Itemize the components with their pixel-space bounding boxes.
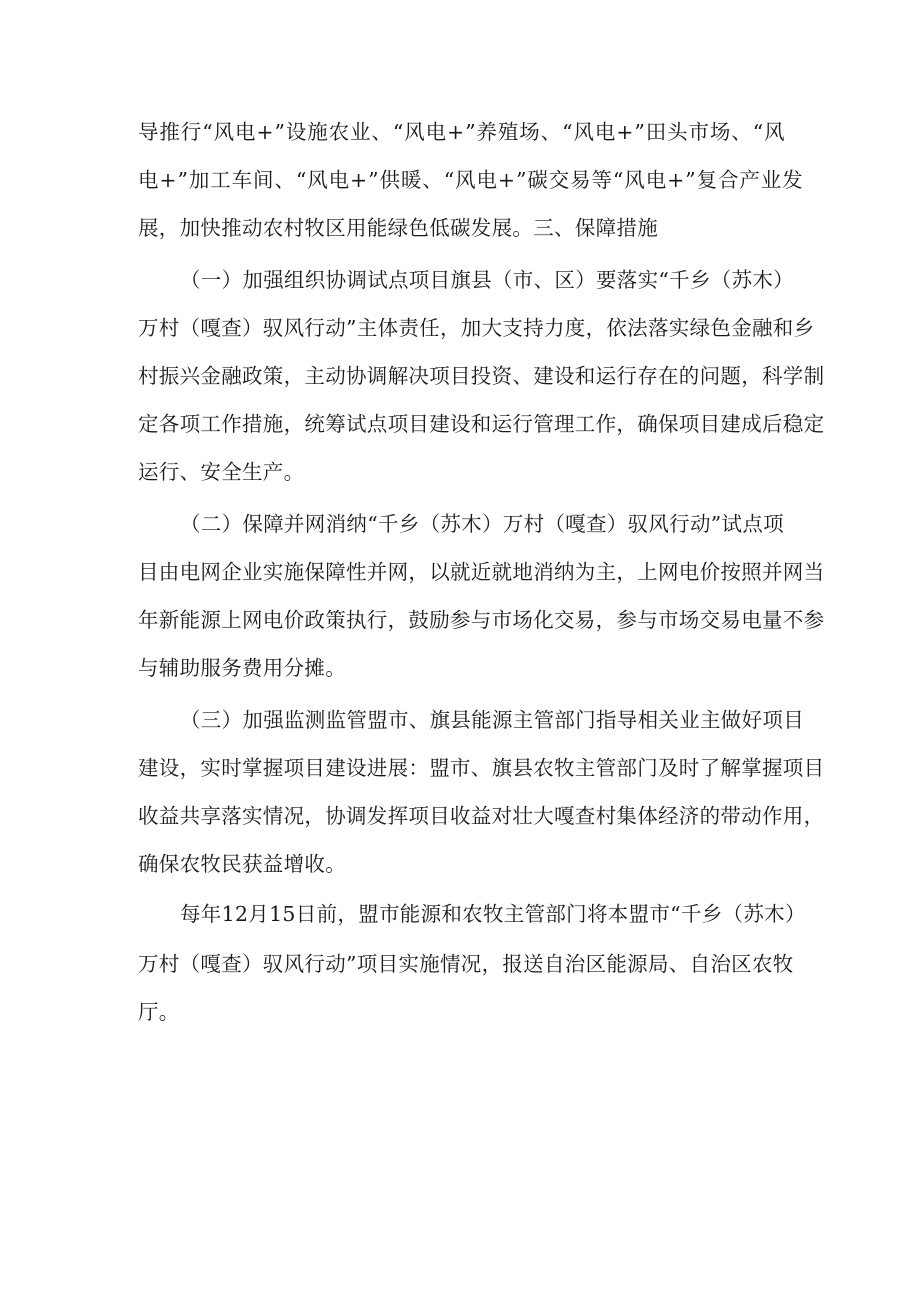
text-line: 厅。 [138, 1000, 180, 1024]
paragraph-1-heading-line: （一）加强组织协调试点项目旗县（市、区）要落实“千乡（苏木） [180, 268, 794, 292]
text-line: 确保农牧民获益增收。 [138, 852, 346, 876]
text-line: 年新能源上网电价政策执行，鼓励参与市场化交易，参与市场交易电量不参 [138, 608, 825, 632]
text-line: 建设，实时掌握项目建设进展：盟市、旗县农牧主管部门及时了解掌握项目 [138, 756, 825, 780]
text-line: 运行、安全生产。 [138, 460, 305, 484]
text-line: 目由电网企业实施保障性并网，以就近就地消纳为主，上网电价按照并网当 [138, 560, 825, 584]
paragraph-3-heading-line: （三）加强监测监管盟市、旗县能源主管部门指导相关业主做好项目 [180, 708, 804, 732]
text-line: 展，加快推动农村牧区用能绿色低碳发展。三、保障措施 [138, 216, 658, 240]
text-line: 收益共享落实情况，协调发挥项目收益对壮大嘎查村集体经济的带动作用， [138, 804, 825, 828]
text-line: 定各项工作措施，统筹试点项目建设和运行管理工作，确保项目建成后稳定 [138, 412, 825, 436]
text-line: 与辅助服务费用分摊。 [138, 656, 346, 680]
text-line: 万村（嘎查）驭风行动”项目实施情况，报送自治区能源局、自治区农牧 [138, 952, 794, 976]
paragraph-2-heading-line: （二）保障并网消纳“千乡（苏木）万村（嘎查）驭风行动”试点项 [180, 512, 784, 536]
text-line: 电+”加工车间、“风电+”供暖、“风电+”碳交易等“风电+”复合产业发 [138, 168, 804, 192]
text-line: 万村（嘎查）驭风行动”主体责任，加大支持力度，依法落实绿色金融和乡 [138, 316, 815, 340]
paragraph-4-first-line: 每年12月15日前，盟市能源和农牧主管部门将本盟市“千乡（苏木） [180, 902, 806, 926]
text-line: 村振兴金融政策，主动协调解决项目投资、建设和运行存在的问题，科学制 [138, 364, 825, 388]
text-line: 导推行“风电+”设施农业、“风电+”养殖场、“风电+”田头市场、“风 [138, 120, 786, 144]
